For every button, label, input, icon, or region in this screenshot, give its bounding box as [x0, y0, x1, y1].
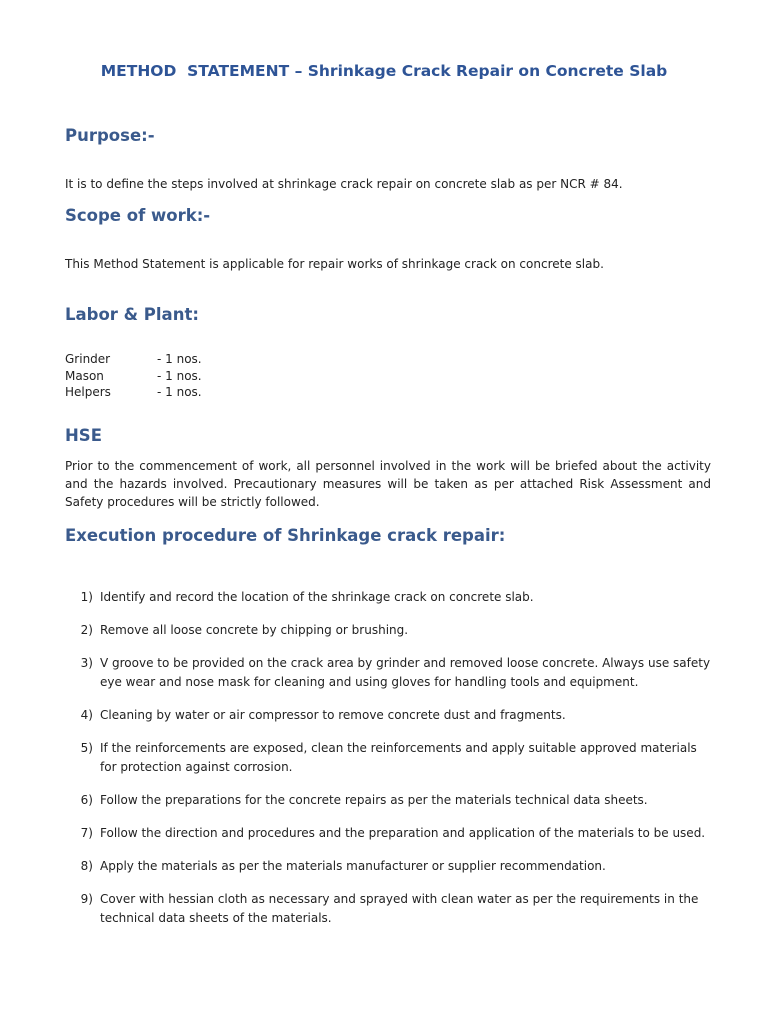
labor-item-name: Helpers	[65, 385, 111, 399]
step-text: If the reinforcements are exposed, clean the reinforcements and apply suitable approved materials for protection against corrosion.	[100, 741, 697, 774]
scope-heading: Scope of work:-	[65, 206, 211, 225]
step-text: Remove all loose concrete by chipping or brushing.	[100, 623, 409, 637]
purpose-text: It is to define the steps involved at shrinkage crack repair on concrete slab as per NCR # 84.	[65, 177, 623, 191]
labor-item-qty: - 1 nos.	[157, 368, 202, 383]
list-item	[65, 621, 715, 640]
list-item	[65, 791, 715, 810]
execution-heading: Execution procedure of Shrinkage crack repair:	[65, 526, 506, 545]
step-number: 6)	[80, 793, 93, 807]
labor-heading: Labor & Plant:	[65, 305, 199, 324]
step-text: Apply the materials as per the materials manufacturer or supplier recommendation.	[100, 859, 606, 873]
labor-item-name: Grinder	[65, 352, 111, 366]
step-number: 8)	[80, 859, 93, 873]
step-number: 3)	[80, 656, 93, 670]
step-text: Follow the preparations for the concrete repairs as per the materials technical data sheets.	[100, 793, 648, 807]
step-text: Identify and record the location of the shrinkage crack on concrete slab.	[100, 590, 534, 604]
list-item	[65, 890, 715, 928]
list-item	[65, 654, 715, 692]
step-text: Follow the direction and procedures and the preparation and application of the materials to be used.	[100, 826, 706, 840]
list-item	[65, 824, 715, 843]
hse-text: Prior to the commencement of work, all personnel involved in the work will be briefed about the activity and the hazards involved. Precautionary measures will be taken as per attached Risk Assessment and Safety procedures will be strictly followed.	[65, 459, 711, 509]
step-number: 5)	[80, 741, 93, 755]
labor-item-qty: - 1 nos.	[157, 385, 202, 399]
labor-item	[65, 368, 202, 385]
labor-item	[65, 351, 202, 368]
labor-item	[65, 384, 202, 401]
hse-heading: HSE	[65, 426, 102, 445]
step-number: 4)	[80, 708, 93, 722]
labor-item-qty: - 1 nos.	[157, 352, 202, 366]
list-item	[65, 857, 715, 876]
step-number: 2)	[80, 623, 93, 637]
list-item	[65, 739, 715, 777]
step-text: Cleaning by water or air compressor to remove concrete dust and fragments.	[100, 708, 566, 722]
step-text: Cover with hessian cloth as necessary and sprayed with clean water as per the requirements in the technical data sheets of the materials.	[100, 892, 699, 925]
execution-steps-list	[65, 588, 715, 942]
labor-item-name: Mason	[65, 368, 104, 383]
document-title: METHOD STATEMENT – Shrinkage Crack Repair on Concrete Slab	[100, 62, 668, 80]
step-number: 9)	[80, 892, 93, 906]
list-item	[65, 706, 715, 725]
scope-text: This Method Statement is applicable for repair works of shrinkage crack on concrete slab.	[65, 257, 604, 271]
list-item	[65, 588, 715, 607]
step-number: 1)	[80, 590, 93, 604]
step-number: 7)	[80, 826, 93, 840]
labor-list	[65, 351, 202, 401]
step-text: V groove to be provided on the crack area by grinder and removed loose concrete. Always use safety eye wear and nose mask for cleaning and using gloves for handling tools and equipment.	[100, 656, 711, 689]
purpose-heading: Purpose:-	[65, 126, 155, 145]
